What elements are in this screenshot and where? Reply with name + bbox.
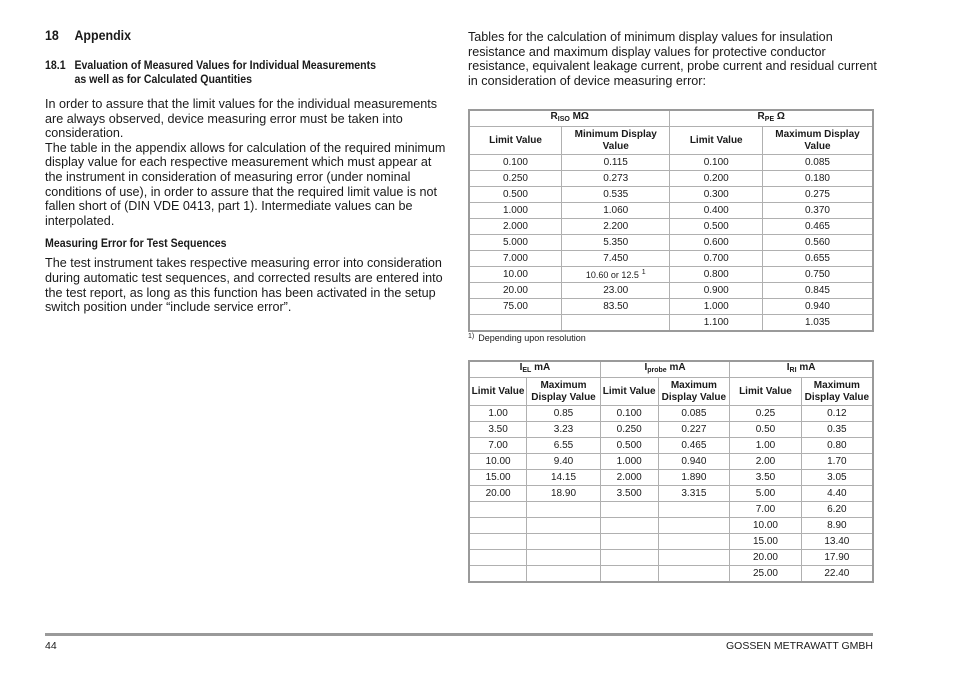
- table-cell: 0.115: [561, 155, 670, 171]
- table-cell: 0.12: [801, 406, 873, 422]
- table-cell: 0.800: [670, 267, 762, 283]
- rpe-header: $R_{PE}$ Ω: [670, 110, 873, 127]
- table-cell: 0.200: [670, 171, 762, 187]
- table-cell: 5.350: [561, 235, 670, 251]
- subsection-number: 18.1: [45, 60, 66, 72]
- table-cell: [469, 550, 527, 566]
- table-cell: 0.300: [670, 187, 762, 203]
- table-cell: 2.200: [561, 219, 670, 235]
- table-cell: 1.00: [469, 406, 527, 422]
- table-row: [469, 534, 873, 550]
- col-minimum-display-value: Minimum Display Value: [561, 127, 670, 155]
- paragraph-test-sequences: The test instrument takes respective measuring error into consideration during automatic test sequences, and corrected results are entered into the test report, as long as this function has been activated in the setup switch position under “include service error”.: [45, 256, 443, 315]
- section-heading: [45, 28, 418, 43]
- table-cell: 0.535: [561, 187, 670, 203]
- table-cell: 0.25: [730, 406, 802, 422]
- table-cell: 20.00: [469, 283, 561, 299]
- col-maximum-display-value: Maximum Display Value: [762, 127, 873, 155]
- table-cell: 0.227: [658, 422, 730, 438]
- table-cell: 23.00: [561, 283, 670, 299]
- table-cell: [527, 550, 601, 566]
- table-cell: 1.890: [658, 470, 730, 486]
- table-cell: 0.100: [469, 155, 561, 171]
- table-cell: [469, 566, 527, 583]
- table-row: [469, 422, 873, 438]
- table-cell: 1.100: [670, 315, 762, 332]
- table-cell: 0.465: [658, 438, 730, 454]
- table-row: [469, 235, 873, 251]
- subsection-heading: [45, 59, 418, 87]
- table-cell: 22.40: [801, 566, 873, 583]
- table-cell: 2.00: [730, 454, 802, 470]
- table-row: [469, 251, 873, 267]
- table-cell: 3.50: [730, 470, 802, 486]
- section-number: 18: [45, 28, 59, 43]
- table-cell: 17.90: [801, 550, 873, 566]
- table-cell: [527, 534, 601, 550]
- table-cell: 15.00: [469, 470, 527, 486]
- table-cell: 1.000: [469, 203, 561, 219]
- table-cell: 0.80: [801, 438, 873, 454]
- paragraph-table-explanation: The table in the appendix allows for calculation of the required minimum display value for each respective measurement which must appear at the instrument in consideration of measuring error (under nominal conditions of use), in order to assure that the required limit value is not fallen short of (DIN VDE 0413, part 1). Intermediate values can be interpolated.: [45, 140, 446, 228]
- table-cell: 0.400: [670, 203, 762, 219]
- current-table: [468, 360, 874, 583]
- section-title: Appendix: [74, 28, 132, 43]
- table-cell: 0.273: [561, 171, 670, 187]
- table-cell: 0.85: [527, 406, 601, 422]
- table-cell: [658, 518, 730, 534]
- col-maximum-display-value: Maximum Display Value: [658, 378, 730, 406]
- table-cell: [600, 518, 658, 534]
- col-maximum-display-value: Maximum Display Value: [801, 378, 873, 406]
- table-row: [469, 406, 873, 422]
- table-cell: 3.05: [801, 470, 873, 486]
- table-cell: [658, 534, 730, 550]
- table-cell: 1.000: [670, 299, 762, 315]
- table-cell: 0.250: [600, 422, 658, 438]
- col-limit-value: Limit Value: [670, 127, 762, 155]
- table-cell: 0.085: [762, 155, 873, 171]
- table-cell: 2.000: [469, 219, 561, 235]
- table-cell: 7.000: [469, 251, 561, 267]
- table-row: [469, 315, 873, 332]
- table-cell: [469, 534, 527, 550]
- resistance-table: [468, 109, 874, 332]
- table-row: [469, 171, 873, 187]
- table-cell: 9.40: [527, 454, 601, 470]
- table-cell: 1.035: [762, 315, 873, 332]
- table-cell: [469, 502, 527, 518]
- col-limit-value: Limit Value: [600, 378, 658, 406]
- table-cell: 0.600: [670, 235, 762, 251]
- table-cell: [658, 550, 730, 566]
- heading-measuring-error: Measuring Error for Test Sequences: [45, 238, 227, 251]
- table-row: [469, 155, 873, 171]
- table-cell: 20.00: [730, 550, 802, 566]
- table-cell: 0.940: [658, 454, 730, 470]
- table-row: [469, 550, 873, 566]
- table-cell: [527, 502, 601, 518]
- table-row: [469, 267, 873, 283]
- table-cell: 7.450: [561, 251, 670, 267]
- table-cell: 0.35: [801, 422, 873, 438]
- table-cell: 0.500: [469, 187, 561, 203]
- table-cell: 0.50: [730, 422, 802, 438]
- table-cell: 25.00: [730, 566, 802, 583]
- table-cell: 10.00: [730, 518, 802, 534]
- iri-header: $I_{RI}$ mA: [730, 361, 873, 378]
- table-cell: 2.000: [600, 470, 658, 486]
- table-cell: 0.845: [762, 283, 873, 299]
- table-cell: 0.700: [670, 251, 762, 267]
- company-name: GOSSEN METRAWATT GMBH: [725, 640, 873, 652]
- footnote: [468, 333, 586, 343]
- paragraph-intro: In order to assure that the limit values for the individual measurements are always observed, device measuring error must be taken into consideration.: [45, 97, 437, 141]
- footnote-reference: 1: [641, 268, 646, 276]
- table-cell: 6.20: [801, 502, 873, 518]
- footer-rule: [45, 633, 873, 636]
- table-cell: 0.250: [469, 171, 561, 187]
- table-cell: 75.00: [469, 299, 561, 315]
- table-cell: 15.00: [730, 534, 802, 550]
- table-cell: 0.370: [762, 203, 873, 219]
- table-cell: [658, 502, 730, 518]
- footnote-text: Depending upon resolution: [478, 333, 586, 343]
- table-cell: 0.085: [658, 406, 730, 422]
- table-cell: 0.940: [762, 299, 873, 315]
- table-cell: 3.23: [527, 422, 601, 438]
- footnote-marker: 1): [468, 333, 475, 340]
- table-cell: 0.180: [762, 171, 873, 187]
- table-cell: 3.50: [469, 422, 527, 438]
- riso-header: $R_{ISO}$ MΩ: [469, 110, 670, 127]
- table-cell: 0.100: [670, 155, 762, 171]
- table-cell: 10.00: [469, 267, 561, 283]
- table-row: [469, 299, 873, 315]
- right-column-intro: [468, 30, 878, 88]
- subsection-title-line1: Evaluation of Measured Values for Individual Measurements: [74, 60, 377, 72]
- col-limit-value: Limit Value: [730, 378, 802, 406]
- subsection-title-line2: as well as for Calculated Quantities: [74, 74, 253, 86]
- table-row: [469, 566, 873, 583]
- table-row: [469, 283, 873, 299]
- table-row: [469, 203, 873, 219]
- tables-intro: Tables for the calculation of minimum display values for insulation resistance and maximum display values for protective conductor resistance, equivalent leakage current, probe current and residual current in consideration of device measuring error:: [468, 30, 877, 88]
- table-row: [469, 187, 873, 203]
- table-cell: 0.500: [670, 219, 762, 235]
- table-cell: 20.00: [469, 486, 527, 502]
- table-cell: 7.00: [730, 502, 802, 518]
- table-cell: 3.500: [600, 486, 658, 502]
- table-row: [469, 486, 873, 502]
- table-cell: 1.000: [600, 454, 658, 470]
- table-cell: 8.90: [801, 518, 873, 534]
- table-row: [469, 454, 873, 470]
- table-cell: 0.465: [762, 219, 873, 235]
- table-row: [469, 470, 873, 486]
- table-cell: 0.900: [670, 283, 762, 299]
- table-cell: [527, 518, 601, 534]
- table-cell: 0.655: [762, 251, 873, 267]
- table-cell: [469, 518, 527, 534]
- table-cell: 0.750: [762, 267, 873, 283]
- table-row: [469, 219, 873, 235]
- table-cell: [600, 502, 658, 518]
- table-cell: 13.40: [801, 534, 873, 550]
- table-cell: [561, 315, 670, 332]
- table-cell: [469, 315, 561, 332]
- table-cell: 1.060: [561, 203, 670, 219]
- col-maximum-display-value: Maximum Display Value: [527, 378, 601, 406]
- table-cell: [658, 566, 730, 583]
- table-cell: [527, 566, 601, 583]
- table-row: [469, 518, 873, 534]
- table-cell: 5.00: [730, 486, 802, 502]
- table-cell: 18.90: [527, 486, 601, 502]
- table-cell: [600, 566, 658, 583]
- table-row: [469, 502, 873, 518]
- table-cell: 3.315: [658, 486, 730, 502]
- table-cell: 0.560: [762, 235, 873, 251]
- table-cell: [600, 550, 658, 566]
- col-limit-value: Limit Value: [469, 378, 527, 406]
- table-cell: 0.500: [600, 438, 658, 454]
- table-cell: 10.00: [469, 454, 527, 470]
- table-cell: 7.00: [469, 438, 527, 454]
- table-cell: 14.15: [527, 470, 601, 486]
- col-limit-value: Limit Value: [469, 127, 561, 155]
- table-cell: 1.00: [730, 438, 802, 454]
- table-row: [469, 438, 873, 454]
- table-cell: 0.100: [600, 406, 658, 422]
- table-cell: 6.55: [527, 438, 601, 454]
- left-column: [45, 28, 450, 315]
- table-cell: [600, 534, 658, 550]
- page-number: 44: [45, 640, 57, 652]
- table-cell: 1.70: [801, 454, 873, 470]
- iprobe-header: $I_{probe}$ mA: [600, 361, 729, 378]
- table-cell: 83.50: [561, 299, 670, 315]
- table-cell: 10.60 or 12.5 $^1$: [561, 267, 670, 283]
- table-cell: 5.000: [469, 235, 561, 251]
- iel-header: $I_{EL}$ mA: [469, 361, 600, 378]
- table-cell: 4.40: [801, 486, 873, 502]
- table-cell: 0.275: [762, 187, 873, 203]
